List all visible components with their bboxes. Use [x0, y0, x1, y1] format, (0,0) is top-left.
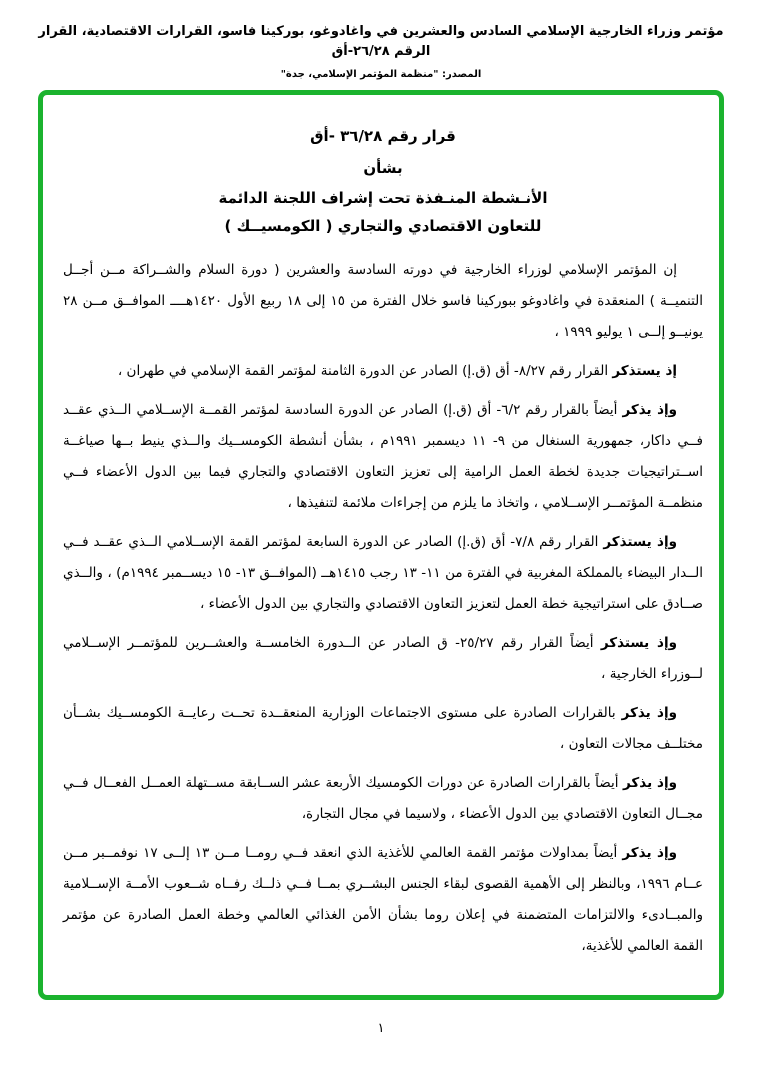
paragraph-text: أيضاً بمداولات مؤتمر القمة العالمي للأغذية الذي انعقد فــي رومــا مــن ١٣ إلــى ١٧ نوفمــبر مــن عــام ١٩٩٦، وبالنظر إلى الأهمية القصوى لبقاء الجنس البشــري بمــا فــي ذلــك رفــاه شــعوب الأمــة الإســلامية والمبــادىء والالتزامات المتضمنة في إعلان روما بشأن الأمن الغذائي العالمي وخطة العمل الصادرة عن مؤتمر القمة العالمي للأغذية، — [63, 845, 703, 954]
page-number: ١ — [377, 1021, 385, 1036]
paragraph-recalling-3 — [63, 527, 703, 620]
paragraph-recalling-7 — [63, 838, 703, 962]
paragraph-text: القرار رقم ٨/٢٧- أق (ق.إ) الصادر عن الدورة الثامنة لمؤتمر القمة الإسلامي في طهران ، — [117, 363, 613, 379]
resolution-frame — [38, 90, 724, 1000]
paragraph-lead: وإذ يذكر — [623, 775, 677, 791]
header-source-line: المصدر: "منظمة المؤتمر الإسلامي، جدة" — [280, 69, 482, 80]
paragraph-recalling-2 — [63, 395, 703, 519]
resolution-body — [63, 255, 703, 962]
paragraph-lead: وإذ يذكر — [622, 845, 677, 861]
paragraph-recalling-6 — [63, 768, 703, 830]
paragraph-text: أيضاً بالقرارات الصادرة عن دورات الكومسيك الأربعة عشر الســابقة مســتهلة العمــل الفعــال فــي مجــال التعاون الاقتصادي بين الدول الأعضاء ، ولاسيما في مجال التجارة، — [63, 775, 703, 822]
document-header — [0, 22, 762, 80]
paragraph-lead: وإذ يستذكر — [600, 635, 677, 651]
paragraph-lead: وإذ يذكر — [621, 705, 677, 721]
paragraph-lead: وإذ يذكر — [622, 402, 678, 418]
paragraph-text: بالقرارات الصادرة على مستوى الاجتماعات الوزارية المنعقــدة تحــت رعايــة الكومســيك بشــأن مختلــف مجالات التعاون ، — [63, 705, 703, 752]
paragraph-lead: إذ يستذكر — [612, 363, 677, 379]
paragraph-recalling-4 — [63, 628, 703, 690]
paragraph-recalling-5 — [63, 698, 703, 760]
paragraph-text: أيضاً بالقرار رقم ٦/٢- أق (ق.إ) الصادر عن الدورة السادسة لمؤتمر القمــة الإســلامي الــذي عقــد فــي داكار، جمهورية السنغال من ٩- ١١ ديسمبر ١٩٩١م ، بشأن أنشطة الكومســيك والــذي ينيط بــها صياغــة اســتراتيجيات جديدة لخطة العمل الرامية إلى تعزيز التعاون الاقتصادي والتجاري فيما بين الدول الأعضاء فــي منظمــة المؤتمــر الإســلامي ، واتخاذ ما يلزم من إجراءات ملائمة لتنفيذها ، — [63, 402, 703, 511]
header-title-line: مؤتمر وزراء الخارجية الإسلامي السادس والعشرين في واغادوغو، بوركينا فاسو، القرارات الاقتصادية، القرار الرقم ٢٦/٢٨-أق — [38, 24, 724, 59]
paragraph-text: إن المؤتمر الإسلامي لوزراء الخارجية في دورته السادسة والعشرين ( دورة السلام والشــراكة مــن أجــل التنميــة ) المنعقدة في واغادوغو ببوركينا فاسو خلال الفترة من ١٥ إلى ١٨ ربيع الأول ١٤٢٠هــــ الموافــق مــن ٢٨ يونيــو إلــى ١ يوليو ١٩٩٩ ، — [63, 262, 704, 340]
paragraph-lead: وإذ يستذكر — [603, 534, 677, 550]
paragraph-recalling-1 — [63, 356, 703, 387]
paragraph-preamble — [63, 255, 703, 348]
title-subject-line-1: الأنـشطة المنـفذة تحت إشراف اللجنة الدائمة — [218, 189, 548, 207]
paragraph-text: القرار رقم ٧/٨- أق (ق.إ) الصادر عن الدورة السابعة لمؤتمر القمة الإســلامي الــذي عقــد فــي الــدار البيضاء بالمملكة المغربية في الفترة من ١١- ١٣ رجب ١٤١٥هــ (الموافــق ١٣- ١٥ ديســمبر ١٩٩٤م) ، والــذي صــادق على استراتيجية خطة العمل لتعزيز التعاون الاقتصادي والتجاري بين الدول الأعضاء ، — [63, 534, 703, 612]
resolution-title-block — [63, 127, 703, 235]
title-regarding-line: بشأن — [363, 159, 403, 177]
paragraph-text: أيضاً القرار رقم ٢٥/٢٧- ق الصادر عن الــدورة الخامســة والعشــرين للمؤتمــر الإســلامي لــوزراء الخارجية ، — [63, 635, 703, 682]
title-subject-line-2: للتعاون الاقتصادي والتجاري ( الكومسيــك ) — [224, 217, 542, 235]
resolution-number-line: قرار رقم ٣٦/٢٨ -أق — [310, 127, 456, 145]
